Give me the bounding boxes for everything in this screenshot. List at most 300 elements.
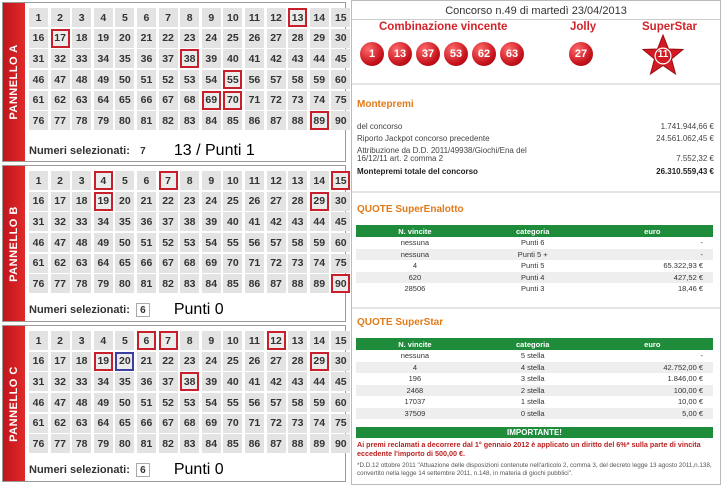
number-cell[interactable]: 90 <box>331 434 350 453</box>
number-cell[interactable]: 3 <box>72 171 91 190</box>
number-cell[interactable]: 65 <box>115 254 134 273</box>
number-cell[interactable]: 40 <box>223 212 242 231</box>
number-cell[interactable]: 89 <box>310 434 329 453</box>
number-cell[interactable]: 8 <box>180 8 199 27</box>
number-cell[interactable]: 67 <box>159 254 178 273</box>
number-cell[interactable]: 57 <box>267 393 286 412</box>
montepremi-row-value: 7.552,32 € <box>676 154 714 163</box>
number-cell[interactable]: 24 <box>202 352 221 371</box>
number-cell[interactable]: 13 <box>288 331 307 350</box>
number-cell[interactable]: 2 <box>51 8 70 27</box>
number-cell[interactable]: 89 <box>310 274 329 293</box>
number-cell[interactable]: 12 <box>267 171 286 190</box>
number-cell[interactable]: 20 <box>115 352 134 371</box>
number-cell[interactable]: 11 <box>245 171 264 190</box>
number-cell[interactable]: 80 <box>115 274 134 293</box>
number-cell[interactable]: 88 <box>288 434 307 453</box>
number-cell[interactable]: 83 <box>180 434 199 453</box>
number-cell[interactable]: 47 <box>51 233 70 252</box>
number-cell[interactable]: 58 <box>288 233 307 252</box>
number-cell[interactable]: 60 <box>331 70 350 89</box>
number-cell[interactable]: 53 <box>180 393 199 412</box>
number-cell[interactable]: 14 <box>310 8 329 27</box>
number-cell[interactable]: 13 <box>288 171 307 190</box>
number-cell[interactable]: 19 <box>94 192 113 211</box>
number-cell[interactable]: 42 <box>267 372 286 391</box>
column-header: categoria <box>474 225 592 237</box>
number-cell[interactable]: 89 <box>310 111 329 130</box>
number-cell[interactable]: 29 <box>310 192 329 211</box>
panel-b <box>2 165 346 322</box>
number-cell[interactable]: 15 <box>331 8 350 27</box>
number-cell[interactable]: 88 <box>288 111 307 130</box>
montepremi-row-label: 16/12/11 art. 2 comma 2 <box>357 154 444 163</box>
number-cell[interactable]: 35 <box>115 49 134 68</box>
number-cell[interactable]: 31 <box>29 49 48 68</box>
number-cell[interactable]: 8 <box>180 331 199 350</box>
number-cell[interactable]: 69 <box>202 414 221 433</box>
number-cell[interactable]: 16 <box>29 192 48 211</box>
number-cell[interactable]: 74 <box>310 254 329 273</box>
number-cell[interactable]: 87 <box>267 274 286 293</box>
number-cell[interactable]: 32 <box>51 49 70 68</box>
number-cell[interactable]: 64 <box>94 414 113 433</box>
number-cell[interactable]: 87 <box>267 111 286 130</box>
number-cell[interactable]: 73 <box>288 414 307 433</box>
number-cell[interactable]: 27 <box>267 352 286 371</box>
number-cell[interactable]: 59 <box>310 70 329 89</box>
number-cell[interactable]: 35 <box>115 372 134 391</box>
number-cell[interactable]: 64 <box>94 254 113 273</box>
number-cell[interactable]: 66 <box>137 91 156 110</box>
number-cell[interactable]: 49 <box>94 233 113 252</box>
number-cell[interactable]: 29 <box>310 352 329 371</box>
table-cell: 28506 <box>404 284 426 294</box>
number-cell[interactable]: 6 <box>137 171 156 190</box>
number-cell[interactable]: 46 <box>29 393 48 412</box>
number-cell[interactable]: 51 <box>137 233 156 252</box>
number-cell[interactable]: 77 <box>51 434 70 453</box>
table-cell: Punti 3 <box>521 284 545 294</box>
number-cell[interactable]: 86 <box>245 111 264 130</box>
number-cell[interactable]: 16 <box>29 352 48 371</box>
number-cell[interactable]: 22 <box>159 352 178 371</box>
table-cell: Punti 5 <box>521 261 545 271</box>
table-cell: - <box>592 249 713 261</box>
number-cell[interactable]: 35 <box>115 212 134 231</box>
number-cell[interactable]: 39 <box>202 212 221 231</box>
number-cell[interactable]: 85 <box>223 434 242 453</box>
number-cell[interactable]: 38 <box>180 212 199 231</box>
number-cell[interactable]: 4 <box>94 171 113 190</box>
number-cell[interactable]: 70 <box>223 91 242 110</box>
number-cell[interactable]: 43 <box>288 372 307 391</box>
number-cell[interactable]: 10 <box>223 171 242 190</box>
number-cell[interactable]: 30 <box>331 192 350 211</box>
number-cell[interactable]: 58 <box>288 70 307 89</box>
number-cell[interactable]: 53 <box>180 70 199 89</box>
number-cell[interactable]: 19 <box>94 352 113 371</box>
number-cell[interactable]: 43 <box>288 49 307 68</box>
number-cell[interactable]: 18 <box>72 29 91 48</box>
number-cell[interactable]: 48 <box>72 233 91 252</box>
number-cell[interactable]: 1 <box>29 8 48 27</box>
number-cell[interactable]: 4 <box>94 8 113 27</box>
number-cell[interactable]: 37 <box>159 49 178 68</box>
number-cell[interactable]: 17 <box>51 29 70 48</box>
number-cell[interactable]: 31 <box>29 372 48 391</box>
number-cell[interactable]: 64 <box>94 91 113 110</box>
number-cell[interactable]: 79 <box>94 111 113 130</box>
number-cell[interactable]: 76 <box>29 274 48 293</box>
winning-number-ball: 53 <box>444 42 468 66</box>
number-cell[interactable]: 5 <box>115 171 134 190</box>
number-cell[interactable]: 45 <box>331 212 350 231</box>
number-cell[interactable]: 21 <box>137 352 156 371</box>
number-cell[interactable]: 75 <box>331 91 350 110</box>
number-cell[interactable]: 2 <box>51 171 70 190</box>
number-cell[interactable]: 48 <box>72 70 91 89</box>
number-cell[interactable]: 6 <box>137 331 156 350</box>
column-header: categoria <box>474 338 592 350</box>
number-cell[interactable]: 56 <box>245 233 264 252</box>
number-cell[interactable]: 45 <box>331 372 350 391</box>
number-cell[interactable]: 18 <box>72 352 91 371</box>
number-cell[interactable]: 11 <box>245 8 264 27</box>
number-cell[interactable]: 57 <box>267 70 286 89</box>
number-cell[interactable]: 65 <box>115 91 134 110</box>
number-cell[interactable]: 54 <box>202 233 221 252</box>
number-cell[interactable]: 17 <box>51 192 70 211</box>
number-cell[interactable]: 1 <box>29 331 48 350</box>
number-cell[interactable]: 28 <box>288 352 307 371</box>
number-cell[interactable]: 85 <box>223 111 242 130</box>
number-cell[interactable]: 4 <box>94 331 113 350</box>
table-cell: 4 <box>356 362 474 374</box>
number-cell[interactable]: 74 <box>310 414 329 433</box>
number-cell[interactable]: 76 <box>29 434 48 453</box>
quote-superenalotto-title: QUOTE SuperEnalotto <box>357 204 464 215</box>
number-cell[interactable]: 67 <box>159 91 178 110</box>
number-cell[interactable]: 28 <box>288 29 307 48</box>
number-cell[interactable]: 34 <box>94 49 113 68</box>
number-cell[interactable]: 26 <box>245 192 264 211</box>
number-cell[interactable]: 26 <box>245 29 264 48</box>
number-cell[interactable]: 62 <box>51 91 70 110</box>
number-cell[interactable]: 38 <box>180 49 199 68</box>
number-cell[interactable]: 69 <box>202 91 221 110</box>
number-cell[interactable]: 75 <box>331 254 350 273</box>
number-cell[interactable]: 90 <box>331 274 350 293</box>
table-row <box>356 260 713 272</box>
number-cell[interactable]: 33 <box>72 372 91 391</box>
number-cell[interactable]: 40 <box>223 49 242 68</box>
table-cell: 1 stella <box>520 397 545 407</box>
number-cell[interactable]: 5 <box>115 331 134 350</box>
number-cell[interactable]: 72 <box>267 91 286 110</box>
number-cell[interactable]: 38 <box>180 372 199 391</box>
jolly-label: Jolly <box>570 21 597 33</box>
number-cell[interactable]: 65 <box>115 414 134 433</box>
number-cell[interactable]: 54 <box>202 393 221 412</box>
number-cell[interactable]: 34 <box>94 212 113 231</box>
number-cell[interactable]: 1 <box>29 171 48 190</box>
number-cell[interactable]: 66 <box>137 414 156 433</box>
montepremi-row-label: Attribuzione da D.D. 2011/49938/Giochi/Ena del <box>357 146 527 155</box>
number-cell[interactable]: 41 <box>245 212 264 231</box>
number-cell[interactable]: 81 <box>137 434 156 453</box>
number-cell[interactable]: 5 <box>115 8 134 27</box>
number-cell[interactable]: 78 <box>72 274 91 293</box>
number-cell[interactable]: 61 <box>29 254 48 273</box>
number-cell[interactable]: 78 <box>72 111 91 130</box>
number-cell[interactable]: 82 <box>159 434 178 453</box>
number-cell[interactable]: 81 <box>137 274 156 293</box>
number-cell[interactable]: 40 <box>223 372 242 391</box>
number-cell[interactable]: 84 <box>202 111 221 130</box>
number-cell[interactable]: 36 <box>137 212 156 231</box>
number-cell[interactable]: 41 <box>245 372 264 391</box>
number-cell[interactable]: 81 <box>137 111 156 130</box>
number-cell[interactable]: 77 <box>51 274 70 293</box>
number-cell[interactable]: 47 <box>51 70 70 89</box>
number-cell[interactable]: 7 <box>159 171 178 190</box>
number-cell[interactable]: 13 <box>288 8 307 27</box>
montepremi-row-value: 1.741.944,66 € <box>660 122 714 131</box>
number-cell[interactable]: 51 <box>137 70 156 89</box>
number-cell[interactable]: 41 <box>245 49 264 68</box>
number-cell[interactable]: 71 <box>245 254 264 273</box>
number-cell[interactable]: 50 <box>115 393 134 412</box>
number-cell[interactable]: 72 <box>267 414 286 433</box>
number-cell[interactable]: 39 <box>202 372 221 391</box>
table-row <box>356 249 713 261</box>
number-cell[interactable]: 33 <box>72 49 91 68</box>
number-cell[interactable]: 60 <box>331 393 350 412</box>
number-cell[interactable]: 15 <box>331 331 350 350</box>
number-cell[interactable]: 70 <box>223 414 242 433</box>
number-cell[interactable]: 24 <box>202 192 221 211</box>
number-cell[interactable]: 55 <box>223 233 242 252</box>
number-cell[interactable]: 82 <box>159 111 178 130</box>
table-cell: 5 stella <box>520 351 545 361</box>
number-cell[interactable]: 22 <box>159 192 178 211</box>
number-cell[interactable]: 53 <box>180 233 199 252</box>
number-cell[interactable]: 14 <box>310 171 329 190</box>
number-cell[interactable]: 47 <box>51 393 70 412</box>
number-cell[interactable]: 87 <box>267 434 286 453</box>
number-cell[interactable]: 68 <box>180 254 199 273</box>
number-cell[interactable]: 84 <box>202 434 221 453</box>
number-cell[interactable]: 68 <box>180 91 199 110</box>
number-cell[interactable]: 31 <box>29 212 48 231</box>
number-cell[interactable]: 39 <box>202 49 221 68</box>
number-cell[interactable]: 78 <box>72 434 91 453</box>
number-cell[interactable]: 32 <box>51 372 70 391</box>
number-cell[interactable]: 80 <box>115 434 134 453</box>
number-cell[interactable]: 71 <box>245 91 264 110</box>
column-header: N. vincite <box>356 225 474 237</box>
number-cell[interactable]: 12 <box>267 331 286 350</box>
number-cell[interactable]: 3 <box>72 8 91 27</box>
number-cell[interactable]: 60 <box>331 233 350 252</box>
number-cell[interactable]: 79 <box>94 274 113 293</box>
number-cell[interactable]: 56 <box>245 70 264 89</box>
number-cell[interactable]: 59 <box>310 393 329 412</box>
number-cell[interactable]: 45 <box>331 49 350 68</box>
number-cell[interactable]: 25 <box>223 29 242 48</box>
number-cell[interactable]: 44 <box>310 372 329 391</box>
number-cell[interactable]: 17 <box>51 352 70 371</box>
number-cell[interactable]: 58 <box>288 393 307 412</box>
number-cell[interactable]: 7 <box>159 8 178 27</box>
number-cell[interactable]: 34 <box>94 372 113 391</box>
number-cell[interactable]: 71 <box>245 414 264 433</box>
number-cell[interactable]: 52 <box>159 393 178 412</box>
number-cell[interactable]: 83 <box>180 111 199 130</box>
number-cell[interactable]: 59 <box>310 233 329 252</box>
number-cell[interactable]: 63 <box>72 414 91 433</box>
number-cell[interactable]: 51 <box>137 393 156 412</box>
number-cell[interactable]: 88 <box>288 274 307 293</box>
number-cell[interactable]: 25 <box>223 192 242 211</box>
number-cell[interactable]: 9 <box>202 331 221 350</box>
number-cell[interactable]: 21 <box>137 29 156 48</box>
number-cell[interactable]: 50 <box>115 233 134 252</box>
number-cell[interactable]: 74 <box>310 91 329 110</box>
number-cell[interactable]: 62 <box>51 414 70 433</box>
number-cell[interactable]: 18 <box>72 192 91 211</box>
number-cell[interactable]: 69 <box>202 254 221 273</box>
number-cell[interactable]: 46 <box>29 233 48 252</box>
number-cell[interactable]: 73 <box>288 91 307 110</box>
number-cell[interactable]: 10 <box>223 8 242 27</box>
number-cell[interactable]: 44 <box>310 49 329 68</box>
number-cell[interactable]: 62 <box>51 254 70 273</box>
number-cell[interactable]: 20 <box>115 29 134 48</box>
number-cell[interactable]: 7 <box>159 331 178 350</box>
number-cell[interactable]: 72 <box>267 254 286 273</box>
number-cell[interactable]: 73 <box>288 254 307 273</box>
number-cell[interactable]: 90 <box>331 111 350 130</box>
number-cell[interactable]: 50 <box>115 70 134 89</box>
number-cell[interactable]: 43 <box>288 212 307 231</box>
number-cell[interactable]: 85 <box>223 274 242 293</box>
number-cell[interactable]: 3 <box>72 331 91 350</box>
number-cell[interactable]: 86 <box>245 434 264 453</box>
superstar-number: 11 <box>657 49 669 60</box>
table-row <box>356 408 713 420</box>
number-cell[interactable]: 86 <box>245 274 264 293</box>
number-cell[interactable]: 12 <box>267 8 286 27</box>
number-cell[interactable]: 63 <box>72 91 91 110</box>
number-cell[interactable]: 2 <box>51 331 70 350</box>
number-cell[interactable]: 37 <box>159 372 178 391</box>
panel-a-tab <box>3 3 25 161</box>
number-cell[interactable]: 75 <box>331 414 350 433</box>
number-cell[interactable]: 29 <box>310 29 329 48</box>
number-cell[interactable]: 52 <box>159 233 178 252</box>
number-cell[interactable]: 37 <box>159 212 178 231</box>
number-cell[interactable]: 16 <box>29 29 48 48</box>
number-cell[interactable]: 30 <box>331 352 350 371</box>
number-cell[interactable]: 49 <box>94 393 113 412</box>
number-cell[interactable]: 56 <box>245 393 264 412</box>
number-cell[interactable]: 33 <box>72 212 91 231</box>
number-cell[interactable]: 44 <box>310 212 329 231</box>
number-cell[interactable]: 52 <box>159 70 178 89</box>
number-cell[interactable]: 68 <box>180 414 199 433</box>
number-cell[interactable]: 70 <box>223 254 242 273</box>
number-cell[interactable]: 20 <box>115 192 134 211</box>
number-cell[interactable]: 76 <box>29 111 48 130</box>
number-cell[interactable]: 27 <box>267 192 286 211</box>
number-cell[interactable]: 83 <box>180 274 199 293</box>
number-cell[interactable]: 9 <box>202 8 221 27</box>
number-cell[interactable]: 25 <box>223 352 242 371</box>
selected-count: 6 <box>136 303 150 317</box>
number-cell[interactable]: 21 <box>137 192 156 211</box>
number-cell[interactable]: 42 <box>267 212 286 231</box>
number-cell[interactable]: 79 <box>94 434 113 453</box>
number-cell[interactable]: 82 <box>159 274 178 293</box>
number-cell[interactable]: 84 <box>202 274 221 293</box>
number-cell[interactable]: 11 <box>245 331 264 350</box>
combination-label: Combinazione vincente <box>379 21 508 33</box>
number-cell[interactable]: 24 <box>202 29 221 48</box>
number-cell[interactable]: 55 <box>223 393 242 412</box>
number-cell[interactable]: 6 <box>137 8 156 27</box>
number-cell[interactable]: 36 <box>137 49 156 68</box>
number-cell[interactable]: 23 <box>180 29 199 48</box>
number-cell[interactable]: 8 <box>180 171 199 190</box>
selected-label: Numeri selezionati: <box>29 304 130 316</box>
number-cell[interactable]: 55 <box>223 70 242 89</box>
number-cell[interactable]: 9 <box>202 171 221 190</box>
number-cell[interactable]: 10 <box>223 331 242 350</box>
number-cell[interactable]: 54 <box>202 70 221 89</box>
number-cell[interactable]: 14 <box>310 331 329 350</box>
number-cell[interactable]: 63 <box>72 254 91 273</box>
number-cell[interactable]: 32 <box>51 212 70 231</box>
number-cell[interactable]: 61 <box>29 91 48 110</box>
number-cell[interactable]: 67 <box>159 414 178 433</box>
table-row <box>356 272 713 284</box>
table-cell: 4 stella <box>474 362 592 374</box>
number-cell[interactable]: 15 <box>331 171 350 190</box>
number-cell[interactable]: 66 <box>137 254 156 273</box>
number-cell[interactable]: 80 <box>115 111 134 130</box>
number-cell[interactable]: 30 <box>331 29 350 48</box>
number-cell[interactable]: 23 <box>180 192 199 211</box>
number-cell[interactable]: 26 <box>245 352 264 371</box>
number-cell[interactable]: 57 <box>267 233 286 252</box>
number-cell[interactable]: 19 <box>94 29 113 48</box>
number-cell[interactable]: 28 <box>288 192 307 211</box>
number-cell[interactable]: 77 <box>51 111 70 130</box>
number-cell[interactable]: 23 <box>180 352 199 371</box>
number-cell[interactable]: 61 <box>29 414 48 433</box>
number-cell[interactable]: 22 <box>159 29 178 48</box>
number-cell[interactable]: 36 <box>137 372 156 391</box>
column-header: euro <box>592 338 713 350</box>
number-cell[interactable]: 49 <box>94 70 113 89</box>
number-cell[interactable]: 27 <box>267 29 286 48</box>
number-cell[interactable]: 46 <box>29 70 48 89</box>
table-row <box>356 385 713 397</box>
number-cell[interactable]: 48 <box>72 393 91 412</box>
number-cell[interactable]: 42 <box>267 49 286 68</box>
